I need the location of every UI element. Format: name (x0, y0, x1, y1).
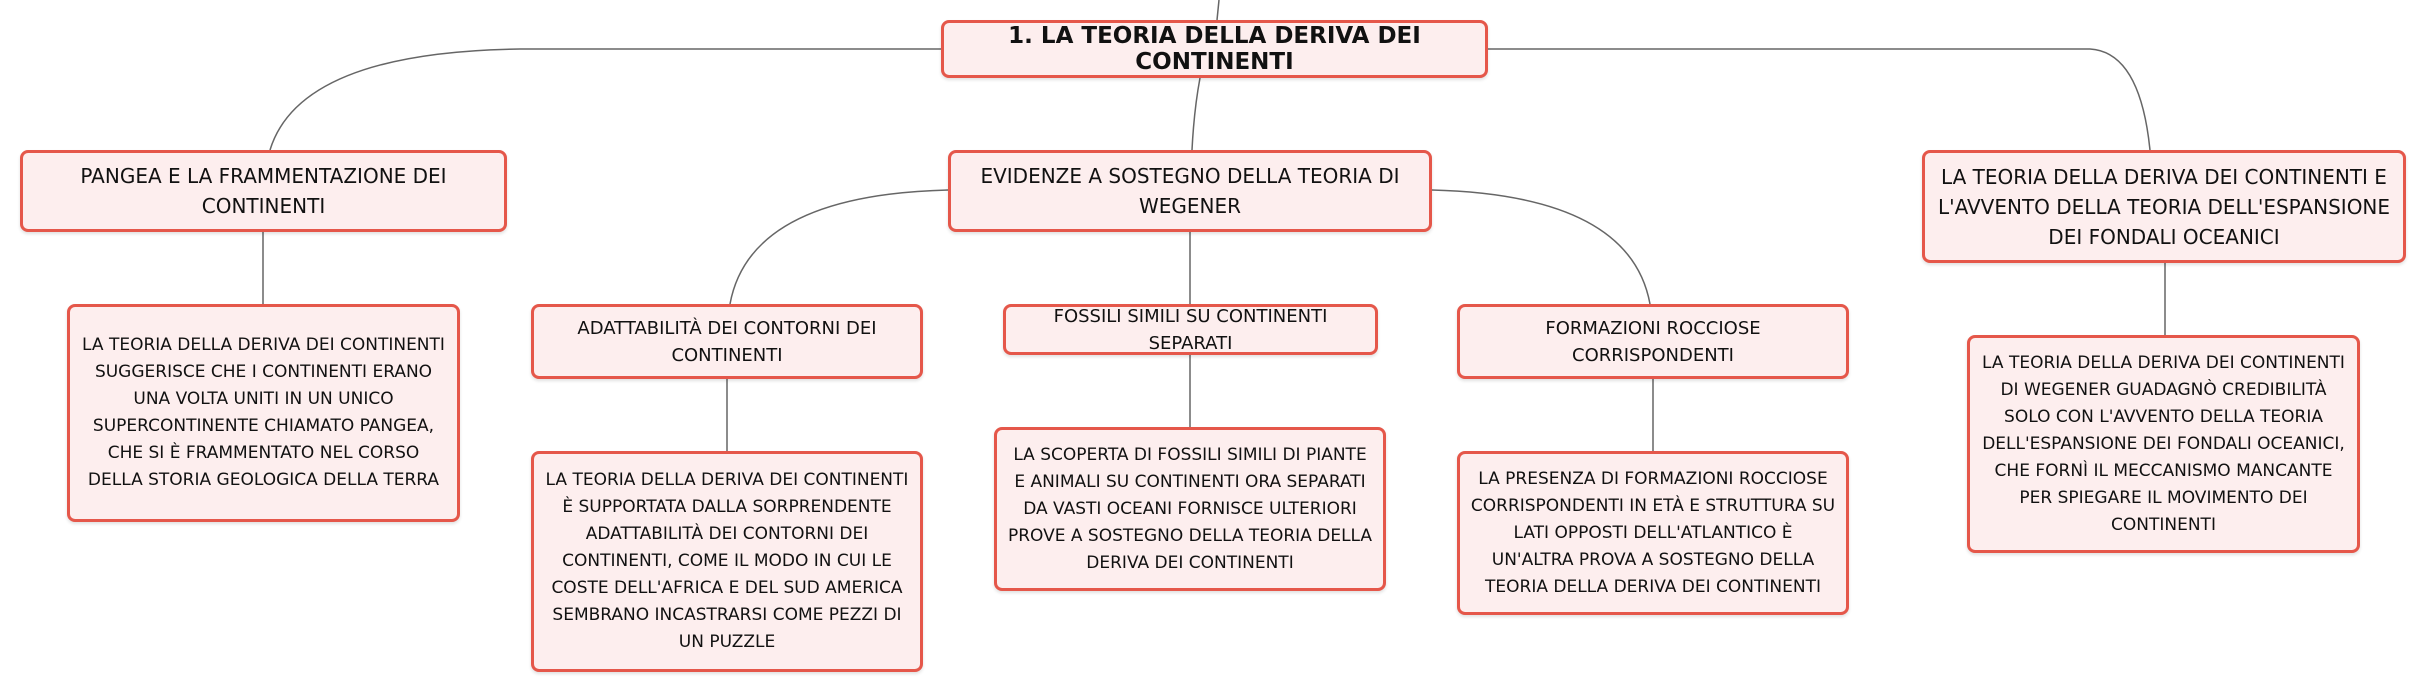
detail-espansione-text: LA TEORIA DELLA DERIVA DEI CONTINENTI DI WEGENER GUADAGNÒ CREDIBILITÀ SOLO CON L'AVVENTO DELLA TEORIA DELL'ESPANSIONE DEI FONDALI OCEANICI, CHE FORNÌ IL MECCANISMO MANCANTE PER SPIEGARE IL MOVIMENTO DEI CONTINENTI (1982, 352, 2345, 535)
topic-espansione-label: LA TEORIA DELLA DERIVA DEI CONTINENTI E L'AVVENTO DELLA TEORIA DELL'ESPANSIONE DEI FONDALI OCEANICI (1937, 164, 2391, 249)
detail-fossili-text: LA SCOPERTA DI FOSSILI SIMILI DI PIANTE E ANIMALI SU CONTINENTI ORA SEPARATI DA VASTI OCEANI FORNISCE ULTERIORI PROVE A SOSTEGNO DELLA TEORIA DELLA DERIVA DEI CONTINENTI (1007, 444, 1373, 573)
subtopic-formazioni-label: FORMAZIONI ROCCIOSE CORRISPONDENTI (1545, 317, 1761, 366)
detail-adattabilita-text: LA TEORIA DELLA DERIVA DEI CONTINENTI È SUPPORTATA DALLA SORPRENDENTE ADATTABILITÀ DEI CONTORNI DEI CONTINENTI, COME IL MODO IN CUI LE COSTE DELL'AFRICA E DEL SUD AMERICA SEMBRANO INCASTRARSI COME PEZZI DI UN PUZZLE (545, 470, 909, 652)
subtopic-fossili[interactable] (1003, 304, 1378, 355)
detail-pangea[interactable] (67, 304, 460, 522)
central-topic-label: 1. LA TEORIA DELLA DERIVA DEI CONTINENTI (1008, 23, 1421, 75)
subtopic-adattabilita[interactable] (531, 304, 923, 379)
detail-pangea-text: LA TEORIA DELLA DERIVA DEI CONTINENTI SUGGERISCE CHE I CONTINENTI ERANO UNA VOLTA UNITI IN UN UNICO SUPERCONTINENTE CHIAMATO PANGEA, CHE SI È FRAMMENTATO NEL CORSO DELLA STORIA GEOLOGICA DELLA TERRA (82, 335, 445, 490)
subtopic-adattabilita-label: ADATTABILITÀ DEI CONTORNI DEI CONTINENTI (577, 317, 877, 366)
subtopic-fossili-label: FOSSILI SIMILI SU CONTINENTI SEPARATI (1053, 305, 1328, 354)
detail-formazioni[interactable] (1457, 451, 1849, 615)
connector-root-to-evidenze (1192, 78, 1200, 150)
connector-evidenze-to-formazioni (1432, 190, 1650, 304)
topic-evidenze-label: EVIDENZE A SOSTEGNO DELLA TEORIA DI WEGENER (980, 164, 1400, 218)
connector-root-to-pangea (270, 49, 941, 150)
detail-adattabilita[interactable] (531, 451, 923, 672)
connector-from-above (1217, 0, 1219, 20)
topic-pangea[interactable] (20, 150, 507, 232)
connector-root-to-espansione (1488, 49, 2150, 150)
detail-formazioni-text: LA PRESENZA DI FORMAZIONI ROCCIOSE CORRISPONDENTI IN ETÀ E STRUTTURA SU LATI OPPOSTI DELL'ATLANTICO È UN'ALTRA PROVA A SOSTEGNO DELLA TEORIA DELLA DERIVA DEI CONTINENTI (1470, 468, 1836, 597)
detail-espansione[interactable] (1967, 335, 2360, 553)
detail-fossili[interactable] (994, 427, 1386, 591)
topic-evidenze[interactable] (948, 150, 1432, 232)
central-topic[interactable] (941, 20, 1488, 78)
subtopic-formazioni[interactable] (1457, 304, 1849, 379)
connector-evidenze-to-adattabilita (730, 190, 948, 304)
topic-pangea-label: PANGEA E LA FRAMMENTAZIONE DEI CONTINENTI (80, 164, 447, 218)
topic-espansione[interactable] (1922, 150, 2406, 263)
